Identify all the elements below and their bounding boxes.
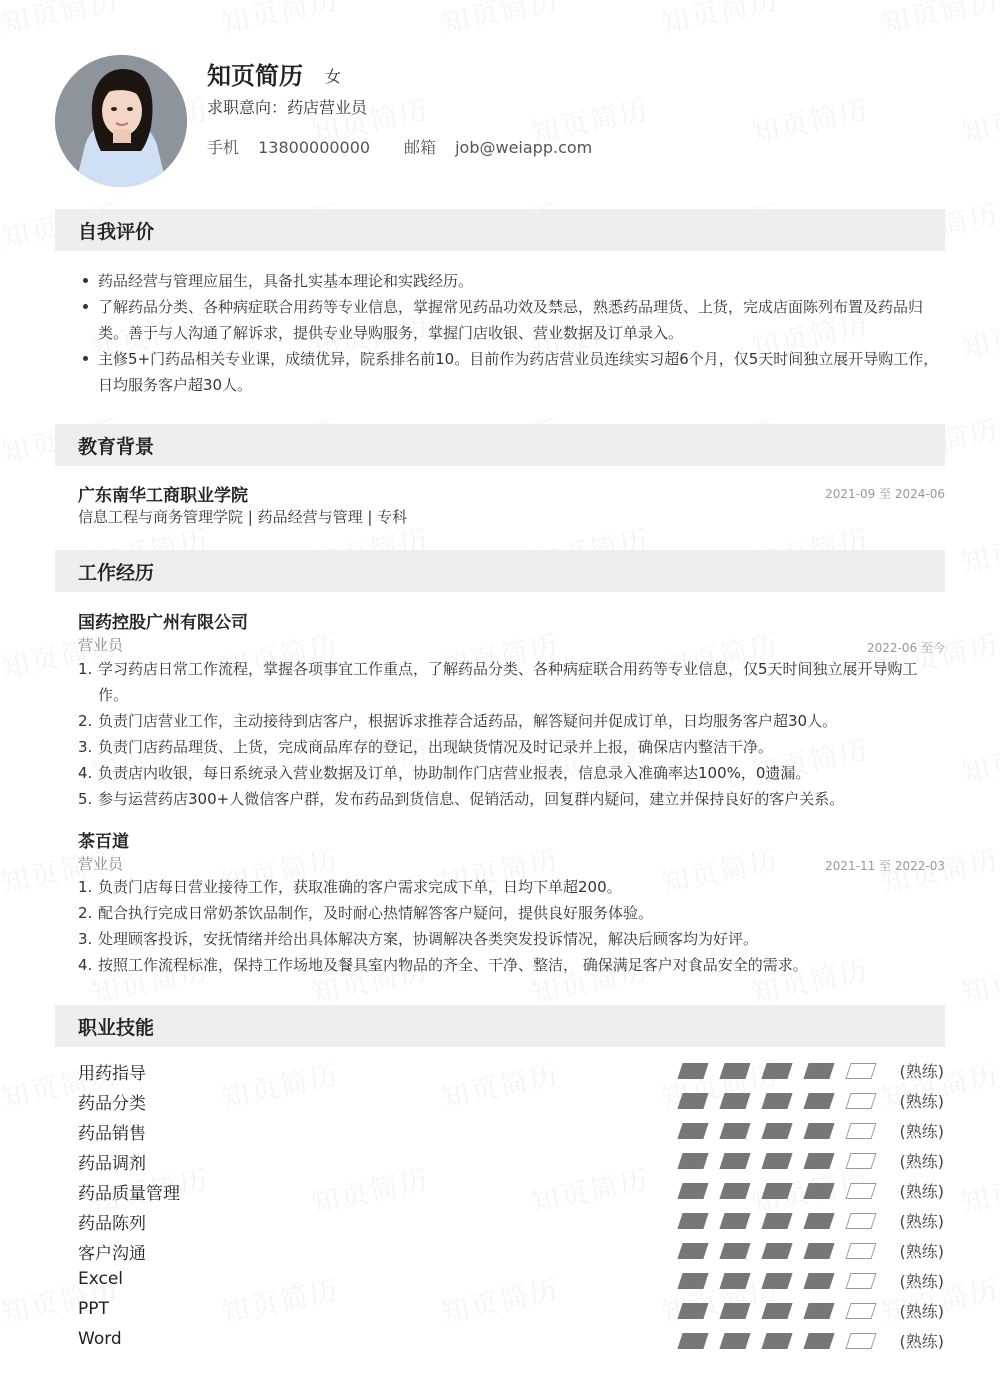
school-name: 广东南华工商职业学院: [78, 486, 248, 506]
skill-bar-filled: [719, 1303, 750, 1319]
skill-name: Word: [78, 1329, 122, 1349]
skill-level-bars: [680, 1153, 880, 1169]
watermark-text: [957, 88, 1000, 152]
skill-row: [78, 1297, 944, 1327]
watermark-text: [217, 0, 343, 42]
skill-name: 药品销售: [78, 1124, 146, 1144]
skill-bar-empty: [845, 1243, 876, 1259]
skill-bar-filled: [761, 1273, 792, 1289]
skill-bar-filled: [677, 1213, 708, 1229]
job-role: 营业员: [78, 636, 124, 654]
skill-bar-filled: [677, 1123, 708, 1139]
skill-bar-empty: [845, 1213, 876, 1229]
skill-bar-empty: [845, 1093, 876, 1109]
section-header-skills: [55, 1005, 945, 1047]
skill-level-label: (熟练): [899, 1092, 944, 1111]
skill-bar-empty: [845, 1303, 876, 1319]
skill-bar-filled: [677, 1333, 708, 1349]
avatar-portrait-image: [55, 55, 187, 187]
list-item: 1. 学习药店日常工作流程，掌握各项事宜工作重点，了解药品分类、各种病症联合用药等专业信息，仅5天时间独立展开导购工作。: [78, 660, 918, 704]
skill-bar-filled: [719, 1153, 750, 1169]
list-item: 3. 负责门店药品理货、上货，完成商品库存的登记，出现缺货情况及时记录并上报，确保店内整洁干净。: [78, 738, 774, 756]
skill-level-bars: [680, 1333, 880, 1349]
skill-row: [78, 1117, 944, 1147]
watermark-text: [957, 1158, 1000, 1222]
skill-row: [78, 1267, 944, 1297]
watermark-text: [957, 948, 1000, 1012]
watermark-text: [747, 88, 873, 152]
list-item: 1. 负责门店每日营业接待工作，获取准确的客户需求完成下单，日均下单超200。: [78, 878, 622, 896]
skill-bar-filled: [803, 1213, 834, 1229]
skill-bar-filled: [803, 1303, 834, 1319]
job-date: 2022-06 至今: [867, 641, 945, 655]
watermark-text: [957, 518, 1000, 582]
skill-bar-filled: [677, 1243, 708, 1259]
job-intent: 求职意向：药店营业员: [207, 98, 368, 117]
watermark-text: [877, 0, 1000, 42]
skill-bar-filled: [719, 1123, 750, 1139]
list-item: 了解药品分类、各种病症联合用药等专业信息，掌握常见药品功效及禁忌，熟悉药品理货、上货，完成店面陈列布置及药品归类。善于与人沟通了解诉求，提供专业导购服务，掌握门店收银、营业数据及订单录入。: [78, 294, 944, 346]
skill-bar-filled: [803, 1273, 834, 1289]
skill-row: [78, 1207, 944, 1237]
skill-bar-filled: [803, 1183, 834, 1199]
skill-bar-filled: [761, 1243, 792, 1259]
skill-level-bars: [680, 1183, 880, 1199]
skill-name: 药品质量管理: [78, 1184, 180, 1204]
skill-level-label: (熟练): [899, 1182, 944, 1201]
skill-bar-filled: [761, 1303, 792, 1319]
skill-bar-empty: [845, 1183, 876, 1199]
skill-bar-filled: [719, 1093, 750, 1109]
skill-row: [78, 1057, 944, 1087]
skill-level-bars: [680, 1243, 880, 1259]
watermark-text: [957, 728, 1000, 792]
skill-bar-filled: [761, 1183, 792, 1199]
skill-bar-filled: [719, 1333, 750, 1349]
email-label: 邮箱: [404, 138, 437, 157]
skill-level-label: (熟练): [899, 1152, 944, 1171]
skill-bar-filled: [719, 1243, 750, 1259]
skill-row: [78, 1237, 944, 1267]
skill-bar-filled: [761, 1153, 792, 1169]
list-item: 2. 配合执行完成日常奶茶饮品制作，及时耐心热情解答客户疑问，提供良好服务体验。: [78, 904, 654, 922]
list-item: 4. 负责店内收银，每日系统录入营业数据及订单，协助制作门店营业报表，信息录入准确率达100%，0遗漏。: [78, 764, 811, 782]
skill-bar-filled: [761, 1093, 792, 1109]
skill-bar-filled: [761, 1213, 792, 1229]
phone-contact: [207, 135, 370, 158]
phone-value: 13800000000: [258, 138, 371, 157]
phone-label: 手机: [207, 138, 240, 157]
skill-level-bars: [680, 1123, 880, 1139]
skill-level-label: (熟练): [899, 1242, 944, 1261]
job-company: 茶百道: [78, 832, 129, 852]
skill-bar-filled: [803, 1093, 834, 1109]
skill-bar-filled: [803, 1153, 834, 1169]
skill-row: [78, 1327, 944, 1357]
section-header-work: [55, 550, 945, 592]
skill-name: Excel: [78, 1269, 124, 1289]
skill-row: [78, 1177, 944, 1207]
skill-bar-filled: [761, 1333, 792, 1349]
skill-row: [78, 1087, 944, 1117]
job-date: 2021-11 至 2022-03: [825, 859, 945, 873]
section-header-education: [55, 424, 945, 466]
skill-bar-filled: [719, 1063, 750, 1079]
skill-bar-empty: [845, 1123, 876, 1139]
candidate-gender: 女: [325, 67, 342, 86]
skill-level-bars: [680, 1213, 880, 1229]
education-date: 2021-09 至 2024-06: [825, 487, 945, 501]
skill-bar-filled: [803, 1063, 834, 1079]
skill-bar-empty: [845, 1273, 876, 1289]
skill-bar-filled: [677, 1093, 708, 1109]
skill-bar-filled: [803, 1333, 834, 1349]
skill-level-label: (熟练): [899, 1302, 944, 1321]
skill-name: PPT: [78, 1299, 109, 1319]
section-title: 教育背景: [78, 436, 155, 458]
list-item: 3. 处理顾客投诉，安抚情绪并给出具体解决方案，协调解决各类突发投诉情况，解决后顾客均为好评。: [78, 930, 759, 948]
avatar: [55, 55, 187, 187]
skill-level-bars: [680, 1063, 880, 1079]
skill-bar-empty: [845, 1063, 876, 1079]
section-title: 工作经历: [78, 562, 155, 584]
skill-level-label: (熟练): [899, 1062, 944, 1081]
list-item: 4. 按照工作流程标准，保持工作场地及餐具室内物品的齐全、干净、整洁， 确保满足客户对食品安全的需求。: [78, 956, 808, 974]
watermark-text: [957, 303, 1000, 367]
skill-level-label: (熟练): [899, 1212, 944, 1231]
skill-bar-filled: [719, 1273, 750, 1289]
self-eval-list: [78, 268, 944, 398]
education-detail: 信息工程与商务管理学院 | 药品经营与管理 | 专科: [78, 508, 408, 526]
skill-name: 药品调剂: [78, 1154, 146, 1174]
skill-bar-filled: [677, 1303, 708, 1319]
skill-bar-filled: [677, 1183, 708, 1199]
email-value: job@weiapp.com: [455, 138, 593, 157]
skill-name: 用药指导: [78, 1064, 146, 1084]
email-contact: [404, 135, 592, 158]
skill-bar-filled: [677, 1063, 708, 1079]
section-title: 职业技能: [78, 1017, 155, 1039]
skill-bar-filled: [803, 1243, 834, 1259]
skill-level-label: (熟练): [899, 1122, 944, 1141]
skill-bar-empty: [845, 1153, 876, 1169]
watermark-text: [657, 0, 783, 42]
skill-bar-filled: [803, 1123, 834, 1139]
list-item: 2. 负责门店营业工作，主动接待到店客户，根据诉求推荐合适药品，解答疑问并促成订单，日均服务客户超30人。: [78, 712, 838, 730]
skill-name: 药品分类: [78, 1094, 146, 1114]
skill-bar-filled: [719, 1183, 750, 1199]
skill-bar-filled: [761, 1063, 792, 1079]
list-item: 药品经营与管理应届生，具备扎实基本理论和实践经历。: [78, 268, 944, 294]
job-duties-list: [78, 874, 944, 978]
watermark-text: [0, 0, 123, 42]
candidate-name: 知页简历: [207, 62, 303, 90]
list-item: 主修5+门药品相关专业课，成绩优异，院系排名前10。目前作为药店营业员连续实习超6个月，仅5天时间独立展开导购工作，日均服务客户超30人。: [78, 346, 944, 398]
skill-level-bars: [680, 1273, 880, 1289]
skill-bar-filled: [761, 1123, 792, 1139]
skill-bar-filled: [677, 1153, 708, 1169]
skill-level-label: (熟练): [899, 1272, 944, 1291]
skill-level-bars: [680, 1303, 880, 1319]
job-role: 营业员: [78, 855, 124, 873]
skill-level-label: (熟练): [899, 1332, 944, 1351]
skill-name: 客户沟通: [78, 1244, 146, 1264]
job-duties-list: [78, 656, 944, 812]
skill-level-bars: [680, 1093, 880, 1109]
job-company: 国药控股广州有限公司: [78, 613, 248, 633]
list-item: 5. 参与运营药店300+人微信客户群，发布药品到货信息、促销活动，回复群内疑问，建立并保持良好的客户关系。: [78, 790, 845, 808]
skill-bar-filled: [677, 1273, 708, 1289]
skill-bar-empty: [845, 1333, 876, 1349]
section-title: 自我评价: [78, 221, 155, 243]
section-header-self-eval: [55, 209, 945, 251]
watermark-text: [437, 0, 563, 42]
skill-row: [78, 1147, 944, 1177]
skill-name: 药品陈列: [78, 1214, 146, 1234]
skill-bar-filled: [719, 1213, 750, 1229]
